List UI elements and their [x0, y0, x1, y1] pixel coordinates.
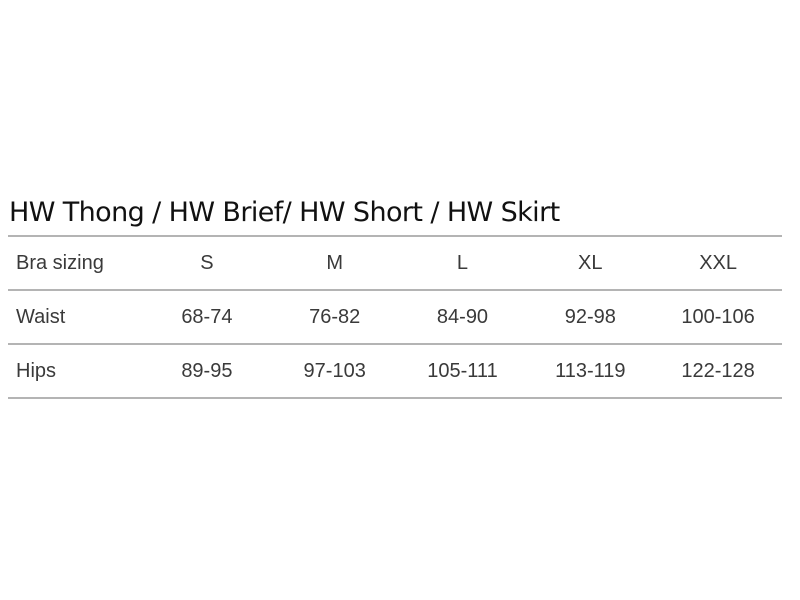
- row-label-hips: Hips: [8, 344, 143, 398]
- table-cell: 84-90: [399, 290, 527, 344]
- table-cell: 105-111: [399, 344, 527, 398]
- table-row-hips: [8, 344, 782, 398]
- size-header-m: M: [271, 236, 399, 290]
- table-cell: 100-106: [654, 290, 782, 344]
- row-label-bra-sizing: Bra sizing: [8, 236, 143, 290]
- size-header-xxl: XXL: [654, 236, 782, 290]
- table-row-waist: [8, 290, 782, 344]
- size-header-s: S: [143, 236, 271, 290]
- row-label-waist: Waist: [8, 290, 143, 344]
- table-cell: 122-128: [654, 344, 782, 398]
- table-cell: 89-95: [143, 344, 271, 398]
- size-chart-title: HW Thong / HW Brief/ HW Short / HW Skirt: [9, 197, 560, 228]
- table-cell: 92-98: [526, 290, 654, 344]
- table-cell: 113-119: [526, 344, 654, 398]
- table-cell: 68-74: [143, 290, 271, 344]
- size-chart-table: [8, 235, 782, 399]
- table-cell: 76-82: [271, 290, 399, 344]
- size-header-xl: XL: [526, 236, 654, 290]
- table-header-row: [8, 236, 782, 290]
- size-header-l: L: [399, 236, 527, 290]
- table-cell: 97-103: [271, 344, 399, 398]
